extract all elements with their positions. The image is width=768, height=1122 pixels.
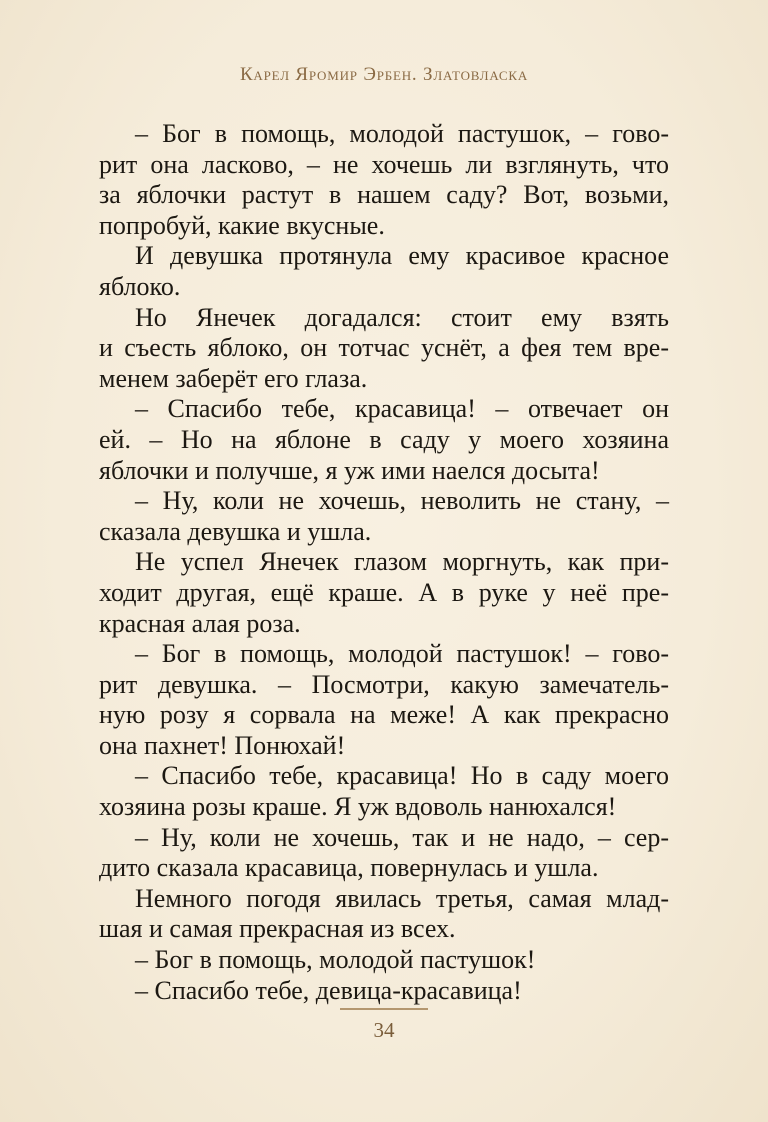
- text-line: ей. – Но на яблоне в саду у моего хозяина: [99, 424, 669, 454]
- text-line: хозяина розы краше. Я уж вдоволь нанюхался!: [99, 792, 617, 822]
- text-line: рит девушка. – Посмотри, какую замечатель-: [99, 669, 669, 699]
- text-line: Не успел Янечек глазом моргнуть, как при-: [135, 547, 669, 577]
- text-line: ную розу я сорвала на меже! А как прекрасно: [99, 700, 669, 730]
- text-line: менем заберёт его глаза.: [99, 363, 368, 393]
- body-text: [99, 119, 669, 1006]
- text-line: за яблочки растут в нашем саду? Вот, возьми,: [99, 180, 669, 210]
- text-line: – Спасибо тебе, красавица! – отвечает он: [135, 394, 669, 424]
- text-line: красная алая роза.: [99, 608, 301, 638]
- text-line: Немного погодя явилась третья, самая млад-: [135, 883, 669, 913]
- text-line: – Бог в помощь, молодой пастушок! – гово-: [135, 639, 669, 669]
- text-line: яблоко.: [99, 271, 181, 301]
- text-line: И девушка протянула ему красивое красное: [135, 241, 669, 271]
- text-line: – Бог в помощь, молодой пастушок!: [135, 945, 536, 975]
- page-number: 34: [373, 1018, 395, 1042]
- text-line: рит она ласково, – не хочешь ли взглянуть, что: [99, 149, 669, 179]
- text-line: и съесть яблоко, он тотчас уснёт, а фея тем вре-: [99, 333, 669, 363]
- text-line: – Спасибо тебе, девица-красавица!: [135, 975, 522, 1005]
- footer-divider: [340, 1008, 428, 1010]
- running-head: Карел Яромир Эрбен. Златовласка: [239, 64, 529, 85]
- text-line: ходит другая, ещё краше. А в руке у неё пре-: [99, 577, 669, 607]
- text-line: попробуй, какие вкусные.: [99, 210, 385, 240]
- text-line: – Ну, коли не хочешь, неволить не стану, –: [135, 486, 669, 516]
- text-line: – Бог в помощь, молодой пастушок, – гово-: [135, 119, 669, 148]
- text-line: яблочки и получше, я уж ими наелся досыта!: [99, 455, 600, 485]
- text-line: – Спасибо тебе, красавица! Но в саду моего: [135, 761, 669, 791]
- text-line: сказала девушка и ушла.: [99, 516, 372, 546]
- text-line: она пахнет! Понюхай!: [99, 730, 346, 760]
- text-line: – Ну, коли не хочешь, так и не надо, – сер-: [135, 822, 669, 852]
- text-line: Но Янечек догадался: стоит ему взять: [135, 302, 669, 332]
- text-line: шая и самая прекрасная из всех.: [99, 914, 456, 944]
- text-line: дито сказала красавица, повернулась и ушла.: [99, 853, 599, 883]
